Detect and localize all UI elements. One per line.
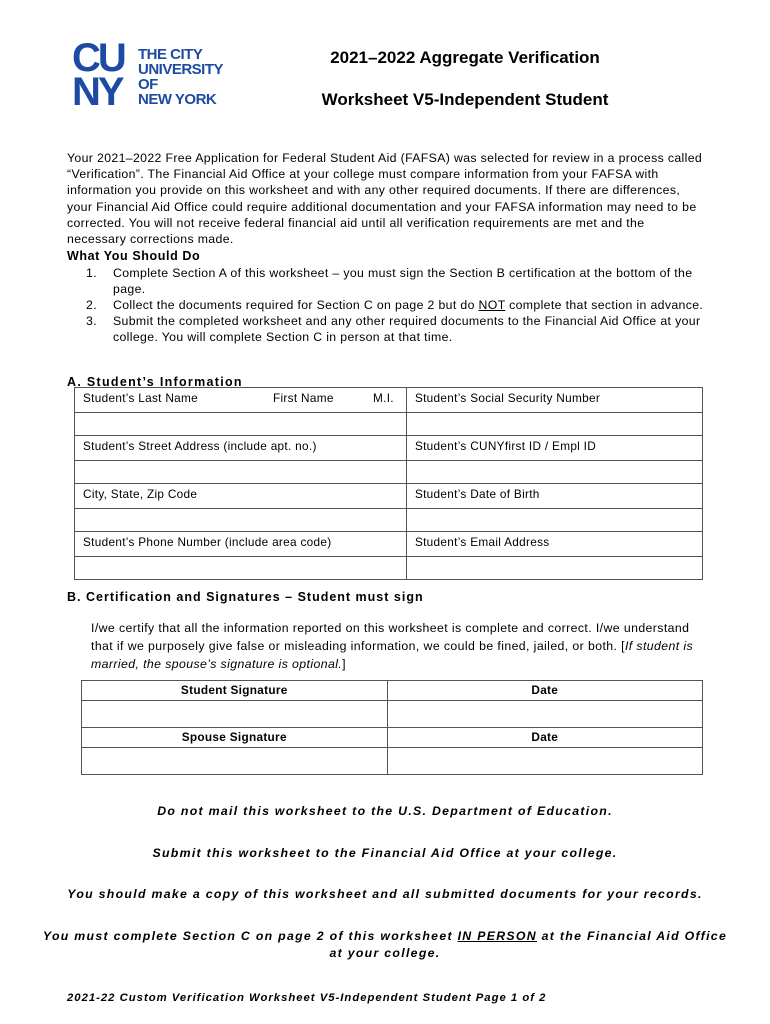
cunyfirst-field[interactable] [406,461,702,484]
logo-line: THE CITY [138,46,203,63]
what-to-do-heading: What You Should Do [67,249,201,263]
step-text: Complete Section A of this worksheet – you must sign the Section B certification at the bottom of the page. [113,266,693,296]
notice-submit: Submit this worksheet to the Financial Aid Office at your college. [152,846,618,860]
email-field[interactable] [406,557,702,580]
date-label: Date [387,728,702,748]
cuny-logo [72,36,224,114]
page-subtitle: Worksheet V5-Independent Student [321,90,609,109]
cert-text: I/we certify that all the information reported on this worksheet is complete and correct. I/we understand that if we purposely give false or misleading information, we could be fined, jailed, or both. [ [91,621,690,653]
logo-cu-letters: CU [72,36,124,80]
city-label: City, State, Zip Code [75,484,407,509]
logo-ny-letters: NY [72,70,122,114]
name-field[interactable] [75,413,407,436]
spouse-date-field[interactable] [387,748,702,775]
spouse-signature-field[interactable] [82,748,388,775]
cert-end: ] [342,657,346,671]
list-item [86,313,706,345]
logo-line: OF [138,76,158,93]
notice-underlined: IN PERSON [457,929,537,943]
notice-do-not-mail: Do not mail this worksheet to the U.S. Department of Education. [157,804,613,818]
ssn-label: Student’s Social Security Number [406,388,702,413]
certification-text [91,619,703,673]
step-text-underlined: NOT [478,298,506,312]
step-number: 3. [86,314,97,328]
steps-list [86,265,706,345]
step-number: 2. [86,298,97,312]
cert-italic: If student is married, the spouse’s signature is optional. [91,639,694,671]
page-title: 2021–2022 Aggregate Verification [330,48,600,67]
step-text-part: complete that section in advance. [505,298,704,312]
dob-label: Student’s Date of Birth [406,484,702,509]
notice-in-person [40,928,730,962]
intro-paragraph: Your 2021–2022 Free Application for Federal Student Aid (FAFSA) was selected for review in a process called “Verification”. The Financial Aid Office at your college must compare information from your FAFSA with information you provide on this worksheet and with any other required documents. If there are differences, your Financial Aid Office could require additional documentation and your FAFSA information may need to be corrected. You will not receive federal financial aid until all verification requirements are met and the necessary corrections made. [67,151,703,247]
notice-copy: You should make a copy of this worksheet and all submitted documents for your records. [67,887,703,901]
city-field[interactable] [75,509,407,532]
logo-wordmark [138,47,223,107]
cunyfirst-label: Student’s CUNYfirst ID / Empl ID [406,436,702,461]
student-signature-field[interactable] [82,701,388,728]
spouse-signature-label: Spouse Signature [82,728,388,748]
email-label: Student’s Email Address [406,532,702,557]
dob-field[interactable] [406,509,702,532]
page-footer: 2021-22 Custom Verification Worksheet V5-Independent Student Page 1 of 2 [67,992,547,1004]
street-label: Student’s Street Address (include apt. no.) [75,436,407,461]
step-number: 1. [86,266,97,280]
section-a-heading: A. Student’s Information [67,375,243,389]
mi-label: M.I. [373,391,394,405]
ssn-field[interactable] [406,413,702,436]
first-name-label: First Name [273,391,334,405]
student-date-field[interactable] [387,701,702,728]
student-signature-label: Student Signature [82,681,388,701]
step-text [113,298,703,312]
signature-table [81,680,703,775]
street-field[interactable] [75,461,407,484]
step-text: Submit the completed worksheet and any other required documents to the Financial Aid Office at your college. You will complete Section C in person at that time. [113,314,701,344]
list-item [86,265,706,297]
logo-line: NEW YORK [138,91,217,108]
list-item [86,297,706,313]
name-label-cell [75,388,407,413]
phone-field[interactable] [75,557,407,580]
date-label: Date [387,681,702,701]
student-info-table [74,387,703,580]
logo-line: UNIVERSITY [138,61,224,78]
phone-label: Student’s Phone Number (include area code) [75,532,407,557]
notice-text: You must complete Section C on page 2 of this worksheet [42,929,458,943]
section-b-heading: B. Certification and Signatures – Student must sign [67,590,424,604]
notice-text: at the Financial Aid Office at your college. [329,929,728,960]
last-name-label: Student’s Last Name [83,391,198,405]
step-text-part: Collect the documents required for Section C on page 2 but do [113,298,479,312]
